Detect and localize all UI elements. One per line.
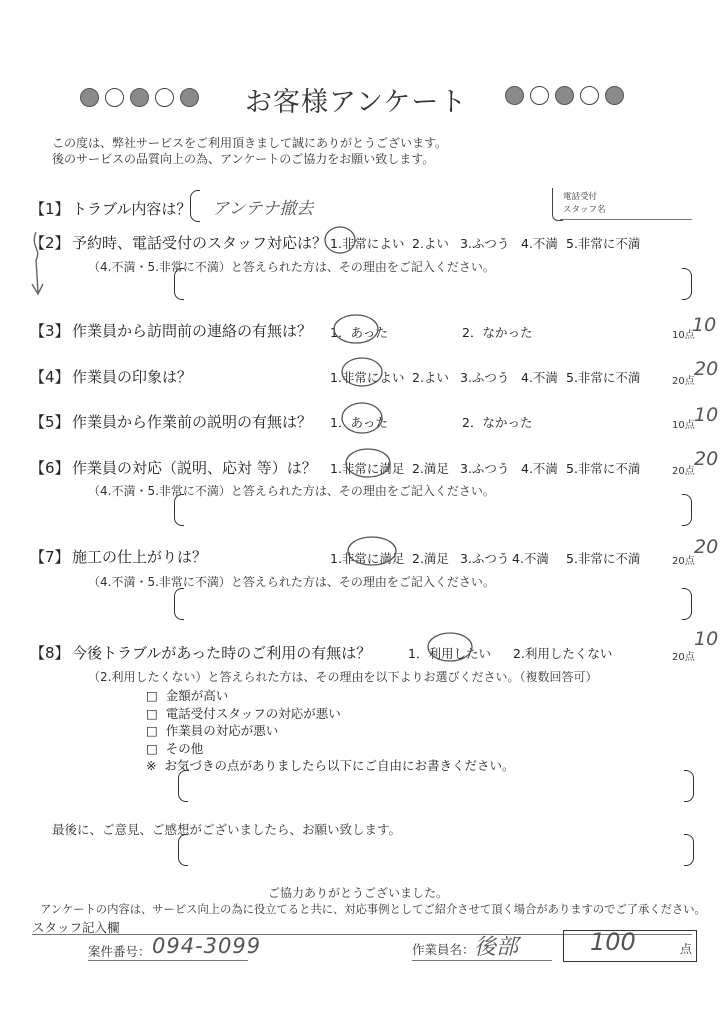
q2-option-4[interactable]: 4.不満 bbox=[521, 236, 558, 251]
case-number-label: 案件番号： bbox=[88, 944, 151, 959]
q5-number: 【5】 bbox=[30, 413, 70, 431]
q8-number: 【8】 bbox=[30, 644, 70, 662]
q6-option-2[interactable]: 2.満足 bbox=[412, 461, 449, 476]
q5-score: 10 bbox=[694, 404, 719, 426]
q6-option-1[interactable]: 1.非常に満足 bbox=[330, 461, 405, 476]
q8-check-3-label: 作業員の対応が悪い bbox=[165, 723, 279, 738]
worker-name-value: 後部 bbox=[474, 935, 519, 960]
dot-icon bbox=[180, 88, 199, 107]
q5-points: 10点 bbox=[672, 420, 695, 431]
q6-option-4[interactable]: 4.不満 bbox=[521, 461, 558, 476]
q6-note: （4.不満・5.非常に不満）と答えられた方は、その理由をご記入ください。 bbox=[88, 484, 495, 498]
q4-points: 20点 bbox=[672, 376, 695, 387]
staff-box-label-2: スタッフ名 bbox=[563, 205, 606, 215]
checkbox-icon[interactable]: □ bbox=[146, 706, 158, 721]
q3-score: 10 bbox=[692, 314, 717, 336]
dot-icon bbox=[105, 88, 124, 107]
q7-bracket-right bbox=[682, 588, 692, 620]
q7-text: 施工の仕上がりは？ bbox=[72, 548, 208, 566]
q7-option-2[interactable]: 2.満足 bbox=[412, 551, 449, 566]
q5-text: 作業員から作業前の説明の有無は？ bbox=[72, 413, 313, 431]
q5-option-1[interactable]: 1．あった bbox=[330, 415, 388, 430]
score-unit: 点 bbox=[680, 942, 693, 956]
checkbox-icon[interactable]: □ bbox=[146, 741, 158, 756]
q3-option-1[interactable]: 1．あった bbox=[330, 325, 388, 340]
intro-line-1: この度は、弊社サービスをご利用頂きまして誠にありがとうございます。 bbox=[52, 136, 448, 150]
q7-option-4[interactable]: 4.不満 bbox=[512, 551, 549, 566]
total-score: 100 bbox=[590, 928, 636, 956]
final-bracket-left bbox=[178, 834, 188, 866]
q7-number: 【7】 bbox=[30, 548, 70, 566]
checkbox-icon[interactable]: □ bbox=[146, 723, 158, 738]
q8-bracket-right bbox=[684, 770, 694, 802]
q2-option-5[interactable]: 5.非常に不満 bbox=[566, 236, 641, 251]
q8-free-note bbox=[146, 756, 514, 774]
q2-note: （4.不満・5.非常に不満）と答えられた方は、その理由をご記入ください。 bbox=[88, 260, 495, 274]
q6-option-3[interactable]: 3.ふつう bbox=[460, 461, 510, 476]
q8-text: 今後トラブルがあった時のご利用の有無は？ bbox=[72, 644, 372, 662]
q4-option-4[interactable]: 4.不満 bbox=[521, 370, 558, 385]
final-bracket-right bbox=[684, 834, 694, 866]
q7-option-3[interactable]: 3.ふつう bbox=[460, 551, 510, 566]
dot-icon bbox=[130, 88, 149, 107]
case-number-line bbox=[88, 960, 248, 961]
q8-free-label: お気づきの点がありましたら以下にご自由にお書きください。 bbox=[164, 758, 515, 773]
q1-bracket-left bbox=[190, 190, 200, 222]
q8-check-1[interactable] bbox=[146, 686, 228, 704]
footer-disclaimer: アンケートの内容は、サービス向上の為に役立てると共に、対応事例としてご紹介させて頂く場合がありますのでご了承ください。 bbox=[40, 903, 706, 916]
q8-option-2[interactable]: 2.利用したくない bbox=[513, 646, 613, 661]
q7-points: 20点 bbox=[672, 556, 695, 567]
q4-option-3[interactable]: 3.ふつう bbox=[460, 370, 510, 385]
q8-check-2-label: 電話受付スタッフの対応が悪い bbox=[165, 706, 341, 721]
q7-note: （4.不満・5.非常に不満）と答えられた方は、その理由をご記入ください。 bbox=[88, 575, 495, 589]
q4-option-2[interactable]: 2.よい bbox=[412, 370, 449, 385]
intro-line-2: 後のサービスの品質向上の為、アンケートのご協力をお願い致します。 bbox=[52, 152, 435, 166]
staff-section-label: スタッフ記入欄 bbox=[32, 920, 120, 935]
arrow-down-icon bbox=[28, 228, 48, 298]
q7-option-1[interactable]: 1.非常に満足 bbox=[330, 551, 405, 566]
dot-icon bbox=[505, 86, 524, 105]
q2-number: 【2】 bbox=[30, 234, 70, 252]
q6-bracket-left bbox=[174, 494, 184, 526]
checkbox-icon[interactable]: □ bbox=[146, 688, 158, 703]
q6-points: 20点 bbox=[672, 466, 695, 477]
q5-option-2[interactable]: 2．なかった bbox=[462, 415, 533, 430]
dot-icon bbox=[530, 86, 549, 105]
worker-name-label: 作業員名： bbox=[412, 942, 475, 957]
q4-option-5[interactable]: 5.非常に不満 bbox=[566, 370, 641, 385]
dot-icon bbox=[155, 88, 174, 107]
q7-score: 20 bbox=[694, 536, 719, 558]
q7-option-5[interactable]: 5.非常に不満 bbox=[566, 551, 641, 566]
staff-box-label-1: 電話受付 bbox=[563, 192, 598, 202]
q8-points: 20点 bbox=[672, 652, 695, 663]
q1-answer: アンテナ撤去 bbox=[212, 199, 314, 219]
q8-check-1-label: 金額が高い bbox=[165, 688, 229, 703]
worker-name-line bbox=[412, 960, 552, 961]
q6-option-5[interactable]: 5.非常に不満 bbox=[566, 461, 641, 476]
q2-option-2[interactable]: 2.よい bbox=[412, 236, 449, 251]
q6-number: 【6】 bbox=[30, 459, 70, 477]
q8-check-4-label: その他 bbox=[165, 741, 204, 756]
q7-bracket-left bbox=[174, 588, 184, 620]
q8-bracket-left bbox=[178, 770, 188, 802]
dot-icon bbox=[580, 86, 599, 105]
q8-note: （2.利用したくない）と答えられた方は、その理由を以下よりお選びください。（複数回答可） bbox=[88, 670, 598, 684]
q1-text: トラブル内容は？ bbox=[72, 200, 192, 218]
q2-text: 予約時、電話受付のスタッフ対応は？ bbox=[72, 234, 328, 252]
footer-thanks: ご協力ありがとうございました。 bbox=[268, 886, 449, 900]
dot-icon bbox=[80, 88, 99, 107]
q8-check-2[interactable] bbox=[146, 704, 341, 722]
staff-box-divider bbox=[552, 188, 563, 221]
page-title: お客様アンケート bbox=[245, 87, 468, 118]
final-note: 最後に、ご意見、ご感想がございましたら、お願い致します。 bbox=[52, 822, 402, 837]
q4-number: 【4】 bbox=[30, 368, 70, 386]
q2-option-3[interactable]: 3.ふつう bbox=[460, 236, 510, 251]
q3-points: 10点 bbox=[672, 330, 695, 341]
note-mark: ※ bbox=[146, 758, 157, 773]
dot-icon bbox=[605, 86, 624, 105]
q8-check-4[interactable] bbox=[146, 739, 203, 757]
q2-bracket-right bbox=[682, 268, 692, 300]
case-number-value: 094-3099 bbox=[152, 934, 262, 958]
q4-text: 作業員の印象は？ bbox=[72, 368, 193, 386]
q4-option-1[interactable]: 1.非常によい bbox=[330, 370, 405, 385]
q3-number: 【3】 bbox=[30, 322, 70, 340]
q2-option-1[interactable]: 1.非常によい bbox=[330, 236, 405, 251]
q3-option-2[interactable]: 2．なかった bbox=[462, 325, 533, 340]
header-dots-right bbox=[505, 86, 624, 105]
q6-score: 20 bbox=[694, 448, 719, 470]
q2-bracket-left bbox=[174, 268, 184, 300]
staff-box-line bbox=[560, 219, 692, 220]
q8-check-3[interactable] bbox=[146, 721, 278, 739]
q8-score: 10 bbox=[694, 628, 719, 650]
q6-text: 作業員の対応（説明、応対 等）は？ bbox=[72, 459, 317, 477]
dot-icon bbox=[555, 86, 574, 105]
q1-number: 【1】 bbox=[30, 200, 70, 218]
header-dots-left bbox=[80, 88, 199, 107]
q3-text: 作業員から訪問前の連絡の有無は？ bbox=[72, 322, 313, 340]
q8-option-1[interactable]: 1．利用したい bbox=[408, 646, 491, 661]
q4-score: 20 bbox=[694, 358, 719, 380]
q6-bracket-right bbox=[682, 494, 692, 526]
